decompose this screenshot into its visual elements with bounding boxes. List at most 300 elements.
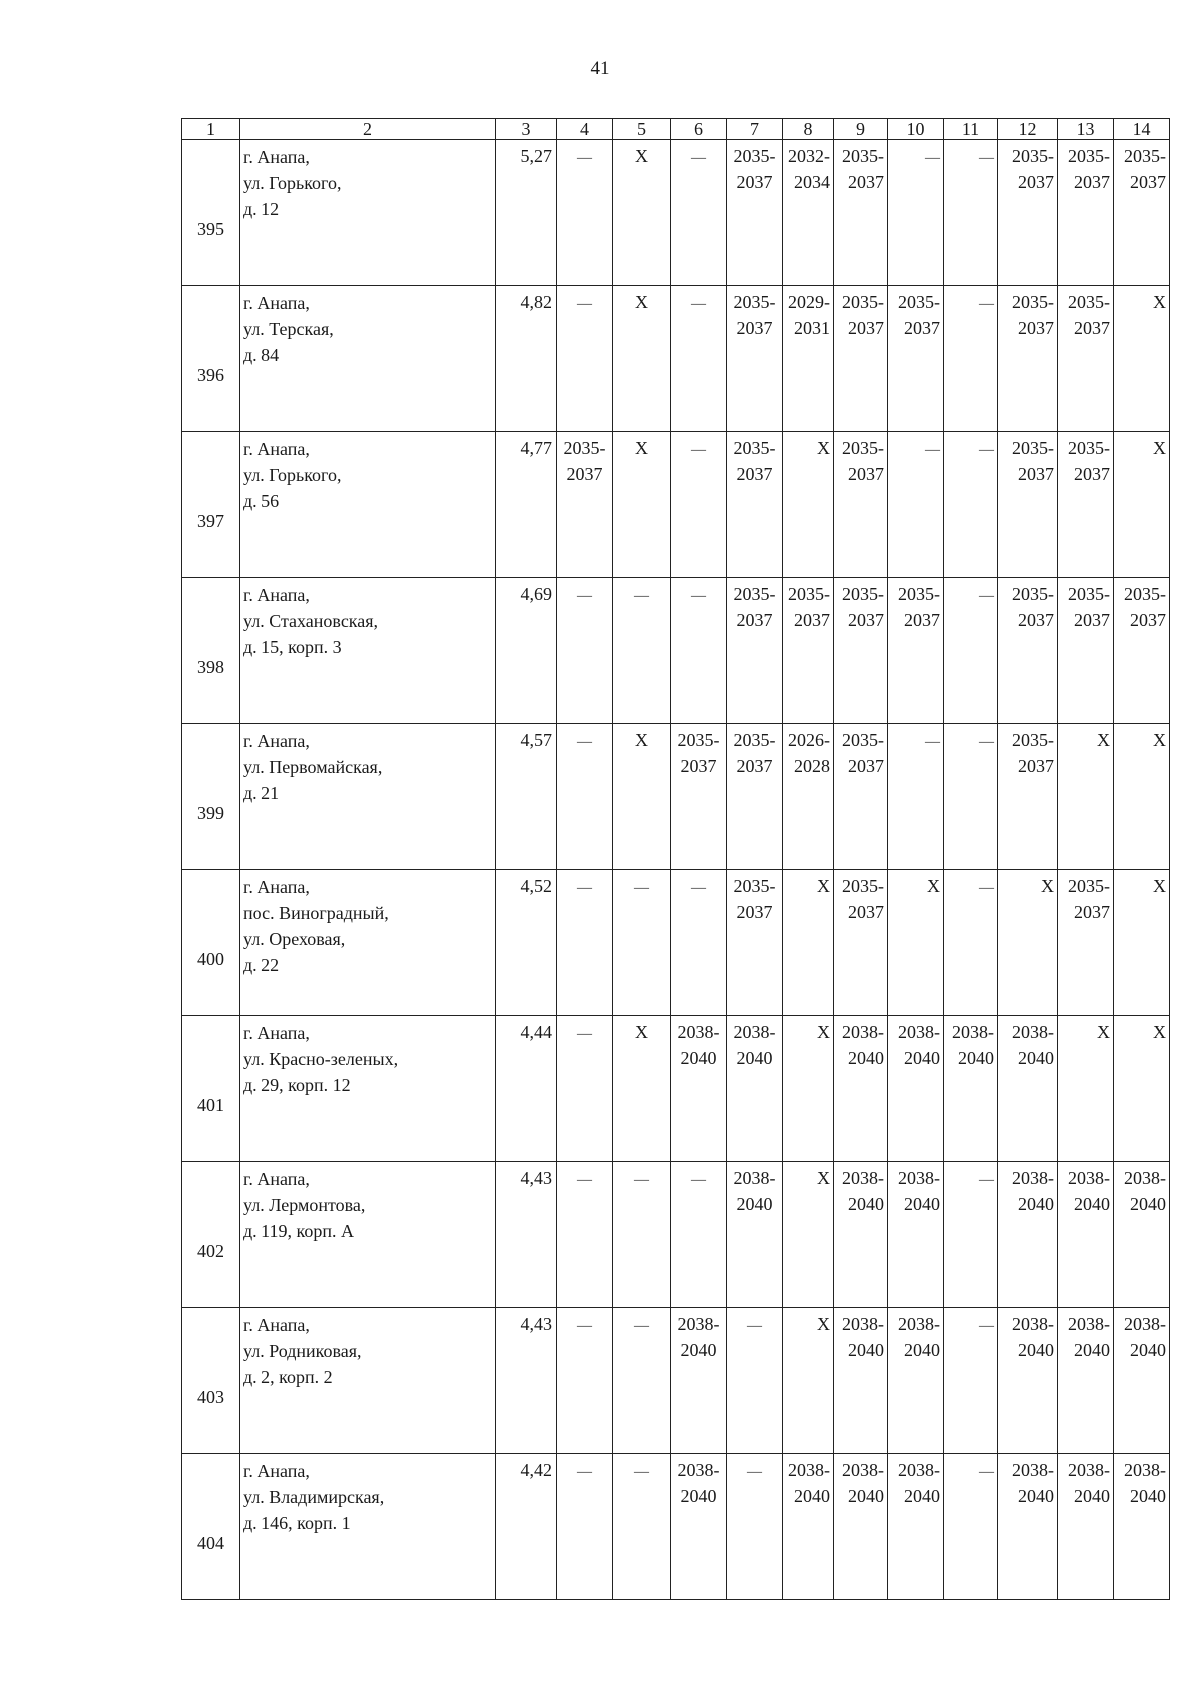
value-cell xyxy=(834,1454,888,1600)
address-line: г. Анапа, xyxy=(243,1169,310,1189)
value-cell xyxy=(671,578,727,724)
value-cell xyxy=(727,1454,783,1600)
value-cell xyxy=(613,1162,671,1308)
value-cell xyxy=(557,870,613,1016)
year-range: 2035- 2037 xyxy=(1068,876,1110,922)
row-number: 402 xyxy=(197,1241,224,1261)
address-line: г. Анапа, xyxy=(243,1461,310,1481)
value-cell xyxy=(557,578,613,724)
address-line: д. 21 xyxy=(243,783,280,803)
year-range: 2035- 2037 xyxy=(1068,438,1110,484)
x-mark: Х xyxy=(1153,292,1166,312)
row-number-cell xyxy=(182,870,240,1016)
year-range: 2035- 2037 xyxy=(1124,146,1166,192)
value-cell xyxy=(496,286,557,432)
year-range: 2032- 2034 xyxy=(788,146,830,192)
table-row xyxy=(182,1454,1170,1600)
value-cell xyxy=(496,578,557,724)
value-cell xyxy=(557,1016,613,1162)
value-cell xyxy=(613,870,671,1016)
row-number: 398 xyxy=(197,657,224,677)
value-cell xyxy=(834,432,888,578)
empty-dash: — xyxy=(577,296,592,312)
value-cell xyxy=(834,1162,888,1308)
address-cell xyxy=(240,724,496,870)
value-cell xyxy=(1058,432,1114,578)
value-cell xyxy=(1114,870,1170,1016)
value-cell xyxy=(888,1162,944,1308)
value-cell xyxy=(557,1162,613,1308)
year-range: 2035- 2037 xyxy=(1012,730,1054,776)
row-number: 404 xyxy=(197,1533,224,1553)
value-cell xyxy=(496,1308,557,1454)
value-cell xyxy=(888,140,944,286)
address-cell xyxy=(240,1162,496,1308)
row-number-cell xyxy=(182,140,240,286)
value-cell xyxy=(557,724,613,870)
address-line: д. 15, корп. 3 xyxy=(243,637,342,657)
value-cell xyxy=(998,140,1058,286)
year-range: 2038- 2040 xyxy=(733,1022,776,1068)
x-mark: Х xyxy=(635,730,648,750)
value-cell xyxy=(783,724,834,870)
header-cell: 2 xyxy=(240,119,496,140)
x-mark: Х xyxy=(1097,730,1110,750)
year-range: 2038- 2040 xyxy=(733,1168,776,1214)
year-range: 2035- 2037 xyxy=(563,438,606,484)
address-line: пос. Виноградный, xyxy=(243,903,389,923)
value-cell xyxy=(1114,140,1170,286)
year-range: 2038- 2040 xyxy=(677,1314,720,1360)
address-line: д. 146, корп. 1 xyxy=(243,1513,351,1533)
year-range: 2035- 2037 xyxy=(842,730,884,776)
value-cell xyxy=(496,1454,557,1600)
address-line: г. Анапа, xyxy=(243,1023,310,1043)
value-cell xyxy=(783,286,834,432)
value-cell xyxy=(671,140,727,286)
address-line: г. Анапа, xyxy=(243,147,310,167)
value-cell xyxy=(834,578,888,724)
value-cell xyxy=(998,1016,1058,1162)
value-cell xyxy=(496,724,557,870)
address-line: ул. Родниковая, xyxy=(243,1341,362,1361)
year-range: 2038- 2040 xyxy=(788,1460,830,1506)
value-cell xyxy=(1058,870,1114,1016)
year-range: 2035- 2037 xyxy=(1012,292,1054,338)
value-cell xyxy=(888,1454,944,1600)
empty-dash: — xyxy=(691,442,706,458)
value-cell xyxy=(727,1308,783,1454)
value-cell xyxy=(888,724,944,870)
value-cell xyxy=(671,1016,727,1162)
value-cell xyxy=(998,286,1058,432)
value-cell xyxy=(727,432,783,578)
value-cell xyxy=(1058,140,1114,286)
year-range: 2038- 2040 xyxy=(842,1022,884,1068)
empty-dash: — xyxy=(747,1464,762,1480)
cell-value: 4,57 xyxy=(520,730,552,750)
address-line: ул. Терская, xyxy=(243,319,334,339)
year-range: 2035- 2037 xyxy=(898,584,940,630)
cell-value: 4,77 xyxy=(520,438,552,458)
address-line: д. 56 xyxy=(243,491,280,511)
address-line: д. 84 xyxy=(243,345,280,365)
year-range: 2035- 2037 xyxy=(842,438,884,484)
empty-dash: — xyxy=(577,1464,592,1480)
table-row xyxy=(182,1016,1170,1162)
address-line: д. 119, корп. А xyxy=(243,1221,354,1241)
value-cell xyxy=(671,286,727,432)
year-range: 2038- 2040 xyxy=(1124,1314,1166,1360)
year-range: 2035- 2037 xyxy=(733,584,776,630)
header-cell: 10 xyxy=(888,119,944,140)
x-mark: Х xyxy=(1153,438,1166,458)
address-cell xyxy=(240,870,496,1016)
value-cell xyxy=(944,286,998,432)
value-cell xyxy=(727,1162,783,1308)
value-cell xyxy=(613,1454,671,1600)
x-mark: Х xyxy=(1153,730,1166,750)
year-range: 2035- 2037 xyxy=(1012,146,1054,192)
header-row xyxy=(182,119,1170,140)
year-range: 2035- 2037 xyxy=(898,292,940,338)
value-cell xyxy=(727,1016,783,1162)
row-number: 399 xyxy=(197,803,224,823)
value-cell xyxy=(496,140,557,286)
empty-dash: — xyxy=(691,1172,706,1188)
address-line: д. 12 xyxy=(243,199,280,219)
value-cell xyxy=(1058,1016,1114,1162)
year-range: 2035- 2037 xyxy=(1012,438,1054,484)
year-range: 2035- 2037 xyxy=(1068,146,1110,192)
table-row xyxy=(182,140,1170,286)
value-cell xyxy=(834,140,888,286)
value-cell xyxy=(671,432,727,578)
empty-dash: — xyxy=(634,1172,649,1188)
value-cell xyxy=(998,870,1058,1016)
value-cell xyxy=(944,724,998,870)
value-cell xyxy=(1058,1308,1114,1454)
header-cell: 3 xyxy=(496,119,557,140)
year-range: 2038- 2040 xyxy=(1012,1460,1054,1506)
header-cell: 13 xyxy=(1058,119,1114,140)
x-mark: Х xyxy=(927,876,940,896)
value-cell xyxy=(671,1162,727,1308)
empty-dash: — xyxy=(979,588,994,604)
address-cell xyxy=(240,578,496,724)
year-range: 2038- 2040 xyxy=(1012,1314,1054,1360)
value-cell xyxy=(671,1454,727,1600)
address-cell xyxy=(240,1016,496,1162)
table-header xyxy=(182,119,1170,140)
empty-dash: — xyxy=(979,1172,994,1188)
empty-dash: — xyxy=(979,734,994,750)
value-cell xyxy=(888,1016,944,1162)
value-cell xyxy=(613,1016,671,1162)
value-cell xyxy=(1114,432,1170,578)
x-mark: Х xyxy=(1153,1022,1166,1042)
address-line: ул. Владимирская, xyxy=(243,1487,385,1507)
year-range: 2035- 2037 xyxy=(1124,584,1166,630)
value-cell xyxy=(727,140,783,286)
address-line: г. Анапа, xyxy=(243,585,310,605)
year-range: 2038- 2040 xyxy=(952,1022,994,1068)
address-line: ул. Красно-зеленых, xyxy=(243,1049,399,1069)
table-body xyxy=(182,140,1170,1600)
value-cell xyxy=(727,578,783,724)
value-cell xyxy=(944,1308,998,1454)
row-number-cell xyxy=(182,578,240,724)
value-cell xyxy=(613,286,671,432)
empty-dash: — xyxy=(979,1464,994,1480)
year-range: 2038- 2040 xyxy=(1068,1168,1110,1214)
x-mark: Х xyxy=(635,438,648,458)
value-cell xyxy=(613,1308,671,1454)
address-cell xyxy=(240,1454,496,1600)
value-cell xyxy=(727,870,783,1016)
table-row xyxy=(182,432,1170,578)
empty-dash: — xyxy=(925,150,940,166)
value-cell xyxy=(557,432,613,578)
header-cell: 5 xyxy=(613,119,671,140)
year-range: 2038- 2040 xyxy=(898,1460,940,1506)
year-range: 2038- 2040 xyxy=(842,1314,884,1360)
empty-dash: — xyxy=(691,150,706,166)
value-cell xyxy=(783,1308,834,1454)
year-range: 2038- 2040 xyxy=(677,1022,720,1068)
empty-dash: — xyxy=(979,150,994,166)
value-cell xyxy=(557,1454,613,1600)
value-cell xyxy=(613,578,671,724)
year-range: 2038- 2040 xyxy=(898,1314,940,1360)
year-range: 2038- 2040 xyxy=(842,1168,884,1214)
page-number: 41 xyxy=(590,58,610,79)
value-cell xyxy=(1058,1454,1114,1600)
row-number: 397 xyxy=(197,511,224,531)
row-number-cell xyxy=(182,1454,240,1600)
header-cell: 4 xyxy=(557,119,613,140)
year-range: 2035- 2037 xyxy=(733,146,776,192)
year-range: 2035- 2037 xyxy=(842,292,884,338)
address-line: г. Анапа, xyxy=(243,731,310,751)
row-number: 403 xyxy=(197,1387,224,1407)
value-cell xyxy=(783,1454,834,1600)
value-cell xyxy=(944,870,998,1016)
value-cell xyxy=(671,1308,727,1454)
header-cell: 8 xyxy=(783,119,834,140)
value-cell xyxy=(888,870,944,1016)
row-number: 396 xyxy=(197,365,224,385)
empty-dash: — xyxy=(979,880,994,896)
value-cell xyxy=(888,1308,944,1454)
cell-value: 4,44 xyxy=(520,1022,552,1042)
value-cell xyxy=(834,870,888,1016)
value-cell xyxy=(1058,724,1114,870)
value-cell xyxy=(944,1016,998,1162)
year-range: 2035- 2037 xyxy=(842,146,884,192)
empty-dash: — xyxy=(979,442,994,458)
value-cell xyxy=(834,286,888,432)
value-cell xyxy=(1114,1454,1170,1600)
register-table xyxy=(181,118,1170,1600)
value-cell xyxy=(1058,578,1114,724)
row-number-cell xyxy=(182,1308,240,1454)
value-cell xyxy=(944,1162,998,1308)
value-cell xyxy=(888,578,944,724)
value-cell xyxy=(496,870,557,1016)
address-cell xyxy=(240,140,496,286)
header-cell: 14 xyxy=(1114,119,1170,140)
empty-dash: — xyxy=(634,1464,649,1480)
x-mark: Х xyxy=(817,438,830,458)
table-row xyxy=(182,1162,1170,1308)
row-number: 401 xyxy=(197,1095,224,1115)
cell-value: 4,42 xyxy=(520,1460,552,1480)
table-row xyxy=(182,578,1170,724)
empty-dash: — xyxy=(577,1026,592,1042)
cell-value: 4,82 xyxy=(520,292,552,312)
value-cell xyxy=(783,870,834,1016)
row-number-cell xyxy=(182,286,240,432)
x-mark: Х xyxy=(635,146,648,166)
empty-dash: — xyxy=(577,880,592,896)
empty-dash: — xyxy=(577,150,592,166)
table-row xyxy=(182,870,1170,1016)
table-row xyxy=(182,1308,1170,1454)
year-range: 2038- 2040 xyxy=(898,1168,940,1214)
empty-dash: — xyxy=(691,880,706,896)
year-range: 2038- 2040 xyxy=(1068,1460,1110,1506)
year-range: 2038- 2040 xyxy=(1124,1168,1166,1214)
year-range: 2038- 2040 xyxy=(1124,1460,1166,1506)
value-cell xyxy=(888,286,944,432)
value-cell xyxy=(944,1454,998,1600)
address-line: д. 29, корп. 12 xyxy=(243,1075,351,1095)
value-cell xyxy=(1114,578,1170,724)
year-range: 2026- 2028 xyxy=(788,730,830,776)
header-cell: 12 xyxy=(998,119,1058,140)
value-cell xyxy=(834,1308,888,1454)
value-cell xyxy=(944,140,998,286)
cell-value: 4,52 xyxy=(520,876,552,896)
address-cell xyxy=(240,1308,496,1454)
address-cell xyxy=(240,286,496,432)
address-line: г. Анапа, xyxy=(243,877,310,897)
year-range: 2035- 2037 xyxy=(1012,584,1054,630)
value-cell xyxy=(998,578,1058,724)
row-number: 400 xyxy=(197,949,224,969)
empty-dash: — xyxy=(634,880,649,896)
x-mark: Х xyxy=(817,1168,830,1188)
empty-dash: — xyxy=(979,296,994,312)
year-range: 2035- 2037 xyxy=(788,584,830,630)
empty-dash: — xyxy=(577,734,592,750)
header-cell: 1 xyxy=(182,119,240,140)
year-range: 2035- 2037 xyxy=(1068,292,1110,338)
x-mark: Х xyxy=(1097,1022,1110,1042)
row-number-cell xyxy=(182,1162,240,1308)
value-cell xyxy=(944,432,998,578)
row-number-cell xyxy=(182,1016,240,1162)
empty-dash: — xyxy=(634,588,649,604)
empty-dash: — xyxy=(691,296,706,312)
value-cell xyxy=(557,1308,613,1454)
address-line: ул. Горького, xyxy=(243,173,342,193)
year-range: 2038- 2040 xyxy=(1012,1022,1054,1068)
value-cell xyxy=(727,724,783,870)
year-range: 2038- 2040 xyxy=(677,1460,720,1506)
x-mark: Х xyxy=(1153,876,1166,896)
empty-dash: — xyxy=(979,1318,994,1334)
address-line: ул. Лермонтова, xyxy=(243,1195,366,1215)
value-cell xyxy=(998,1162,1058,1308)
empty-dash: — xyxy=(577,1172,592,1188)
year-range: 2029- 2031 xyxy=(788,292,830,338)
value-cell xyxy=(557,140,613,286)
year-range: 2035- 2037 xyxy=(733,876,776,922)
empty-dash: — xyxy=(577,588,592,604)
value-cell xyxy=(1058,286,1114,432)
value-cell xyxy=(557,286,613,432)
value-cell xyxy=(613,432,671,578)
x-mark: Х xyxy=(635,292,648,312)
address-line: г. Анапа, xyxy=(243,1315,310,1335)
value-cell xyxy=(783,1016,834,1162)
value-cell xyxy=(783,578,834,724)
value-cell xyxy=(1114,286,1170,432)
row-number-cell xyxy=(182,432,240,578)
empty-dash: — xyxy=(634,1318,649,1334)
year-range: 2038- 2040 xyxy=(842,1460,884,1506)
year-range: 2038- 2040 xyxy=(1068,1314,1110,1360)
value-cell xyxy=(671,724,727,870)
value-cell xyxy=(613,724,671,870)
value-cell xyxy=(1058,1162,1114,1308)
x-mark: Х xyxy=(817,876,830,896)
value-cell xyxy=(834,724,888,870)
value-cell xyxy=(998,1308,1058,1454)
value-cell xyxy=(888,432,944,578)
cell-value: 4,43 xyxy=(520,1168,552,1188)
table-row xyxy=(182,286,1170,432)
empty-dash: — xyxy=(577,1318,592,1334)
value-cell xyxy=(496,432,557,578)
cell-value: 5,27 xyxy=(520,146,552,166)
header-cell: 7 xyxy=(727,119,783,140)
address-line: д. 22 xyxy=(243,955,280,975)
value-cell xyxy=(998,432,1058,578)
year-range: 2035- 2037 xyxy=(1068,584,1110,630)
year-range: 2035- 2037 xyxy=(842,876,884,922)
value-cell xyxy=(727,286,783,432)
table-row xyxy=(182,724,1170,870)
value-cell xyxy=(783,140,834,286)
value-cell xyxy=(998,1454,1058,1600)
value-cell xyxy=(1114,1308,1170,1454)
value-cell xyxy=(834,1016,888,1162)
empty-dash: — xyxy=(925,442,940,458)
address-line: ул. Стахановская, xyxy=(243,611,379,631)
address-line: д. 2, корп. 2 xyxy=(243,1367,333,1387)
value-cell xyxy=(783,432,834,578)
header-cell: 9 xyxy=(834,119,888,140)
value-cell xyxy=(496,1016,557,1162)
x-mark: Х xyxy=(817,1022,830,1042)
value-cell xyxy=(613,140,671,286)
value-cell xyxy=(944,578,998,724)
year-range: 2035- 2037 xyxy=(733,438,776,484)
header-cell: 6 xyxy=(671,119,727,140)
